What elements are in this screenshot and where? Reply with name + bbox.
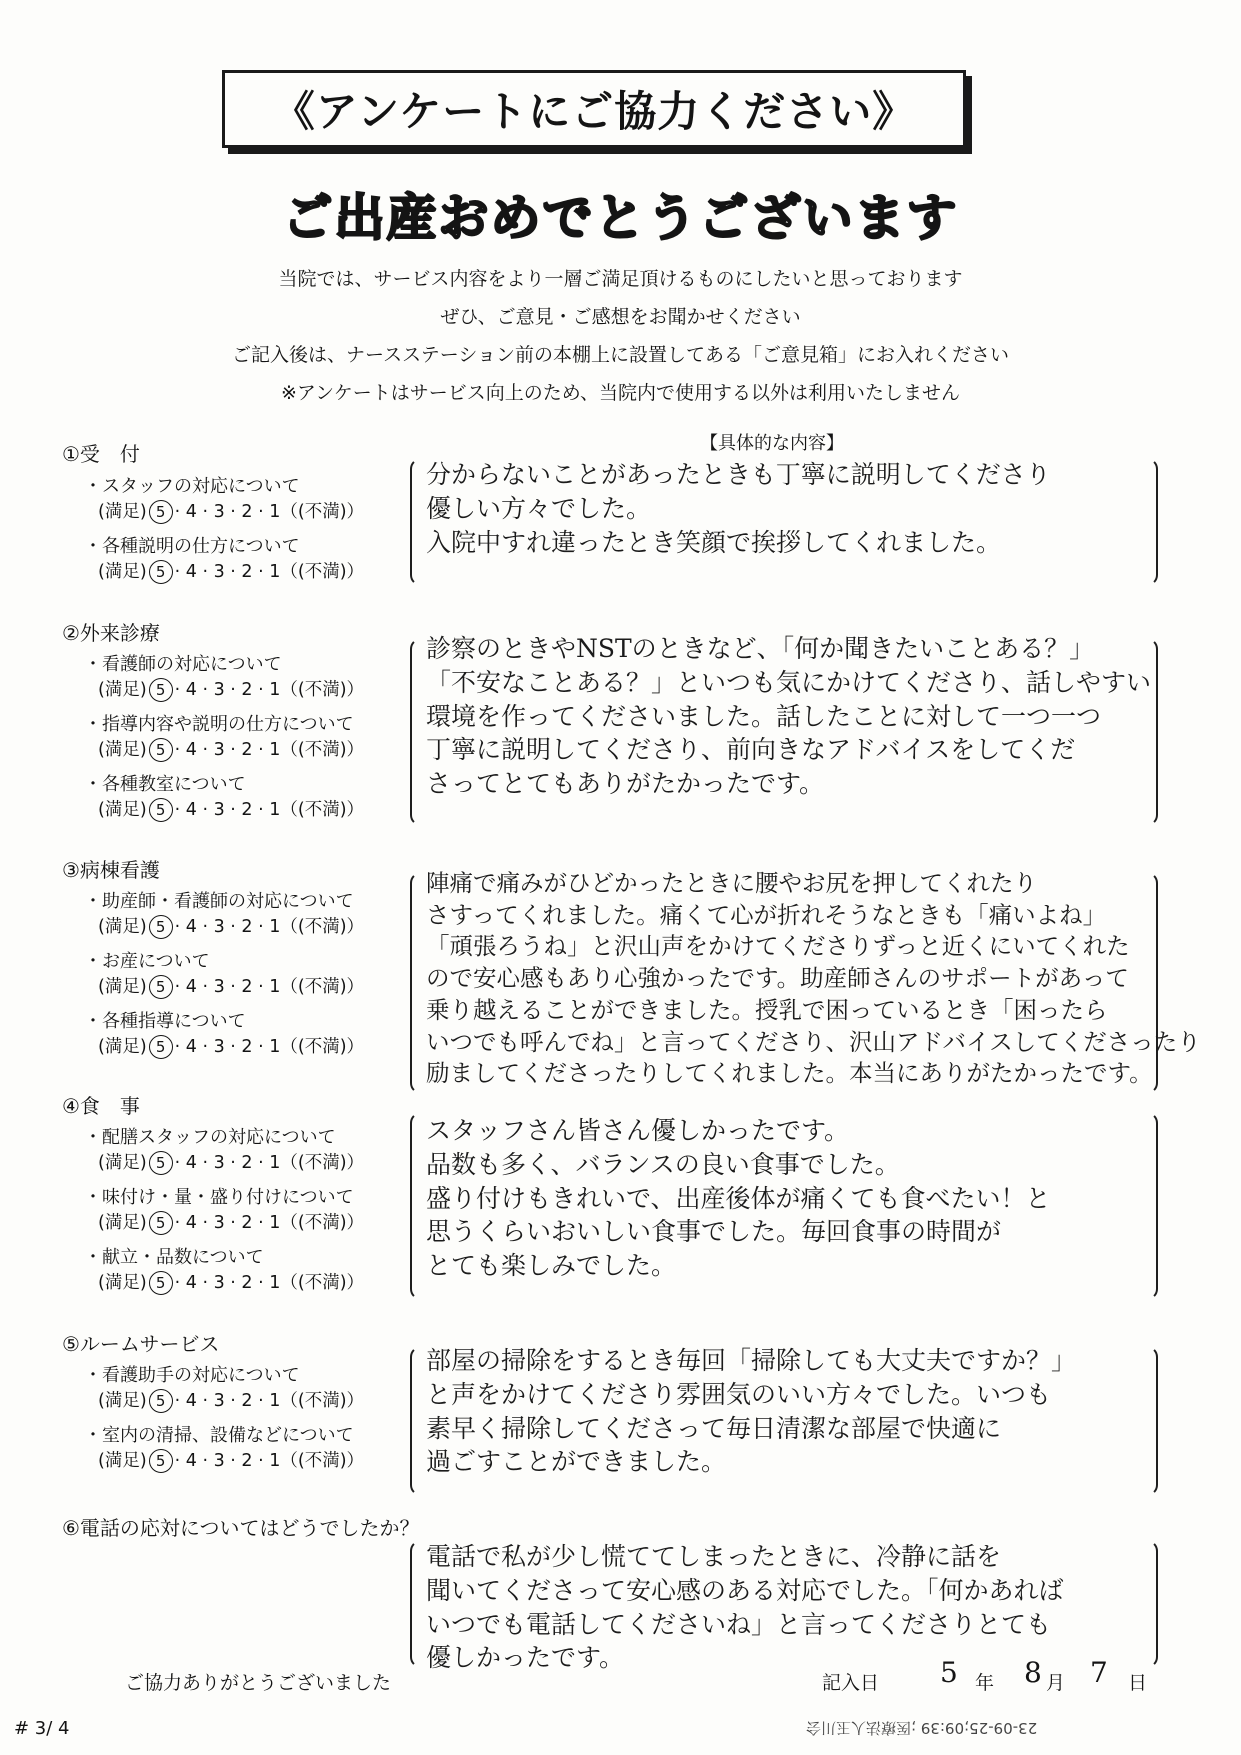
question-label: ・味付け・量・盛り付けについて (84, 1187, 354, 1208)
question-label: ・献立・品数について (84, 1247, 264, 1268)
rating-scale: (満足) 5 · 4 · 3 · 2 · 1（(不満)） (98, 1213, 365, 1233)
date-year: 5 (940, 1656, 958, 1689)
intro-line-2: ぜひ、ご意見・ご感想をお聞かせください (440, 306, 801, 328)
question-label: ・スタッフの対応について (84, 476, 300, 497)
question-label: ・看護師の対応について (84, 654, 282, 675)
selected-rating: 5 (149, 1271, 173, 1295)
selected-rating: 5 (149, 975, 173, 999)
page-number: # 3/ 4 (14, 1718, 70, 1739)
section-title-meals: ④食 事 (62, 1094, 140, 1118)
section-title-reception: ①受 付 (62, 442, 140, 466)
selected-rating: 5 (149, 738, 173, 762)
rating-scale: (満足) 5 · 4 · 3 · 2 · 1（(不満)） (98, 977, 365, 997)
intro-line-3: ご記入後は、ナースステーション前の本棚上に設置してある「ご意見箱」にお入れください (232, 344, 1009, 366)
section-title-telephone: ⑥電話の応対についてはどうでしたか？ (62, 1516, 420, 1540)
question-label: ・各種教室について (84, 774, 246, 795)
section-title-room-service: ⑤ルームサービス (62, 1332, 220, 1356)
rating-scale: (満足) 5 · 4 · 3 · 2 · 1（(不満)） (98, 1391, 365, 1411)
date-day: 7 (1090, 1656, 1108, 1689)
comment-bracket-right (1136, 1346, 1158, 1496)
comment-bracket-right (1136, 1540, 1158, 1668)
selected-rating: 5 (149, 1151, 173, 1175)
rating-scale: (満足) 5 · 4 · 3 · 2 · 1（(不満)） (98, 680, 365, 700)
question-label: ・各種説明の仕方について (84, 536, 300, 557)
selected-rating: 5 (149, 560, 173, 584)
section-title-ward-nursing: ③病棟看護 (62, 858, 160, 882)
comment-room-service: 部屋の掃除をするとき毎回「掃除しても大丈夫ですか？」 と声をかけてくださり雰囲気のいい方々でした。いつも 素早く掃除してくださって毎日清潔な部屋で快適に 過ごすことができました。 (426, 1346, 1077, 1477)
rating-scale: (満足) 5 · 4 · 3 · 2 · 1（(不満)） (98, 1273, 365, 1293)
question-label: ・配膳スタッフの対応について (84, 1127, 336, 1148)
selected-rating: 5 (149, 1035, 173, 1059)
comment-reception: 分からないことがあったときも丁寧に説明してくださり 優しい方々でした。 入院中すれ違ったとき笑顔で挨拶してくれました。 (426, 460, 1051, 557)
survey-title: 《アンケートにご協力ください》 (222, 70, 966, 148)
question-label: ・各種指導について (84, 1011, 246, 1032)
question-label: ・助産師・看護師の対応について (84, 891, 354, 912)
congratulations-heading: ご出産おめでとうございます (282, 188, 959, 247)
rating-scale: (満足) 5 · 4 · 3 · 2 · 1（(不満)） (98, 562, 365, 582)
date-year-unit: 年 (975, 1672, 995, 1694)
selected-rating: 5 (149, 1211, 173, 1235)
intro-line-1: 当院では、サービス内容をより一層ご満足頂けるものにしたいと思っております (278, 268, 963, 290)
question-label: ・指導内容や説明の仕方について (84, 714, 354, 735)
question-label: ・室内の清掃、設備などについて (84, 1425, 354, 1446)
date-label: 記入日 (822, 1672, 880, 1694)
comment-ward-nursing: 陣痛で痛みがひどかったときに腰やお尻を押してくれたり さすってくれました。痛くて心が折れそうなときも「痛いよね」 「頑張ろうね」と沢山声をかけてくださりずっと近くにいてくれた ので安心感もあり心強かったです。助産師さんのサポートがあって 乗り越えることができました。授乳で困っているとき「困ったら いつでも呼んでね」と言ってくださり、沢山アドバイスしてくださったり 励ましてくださったりしてくれました。本当にありがたかったです。 (426, 869, 1201, 1088)
date-month: 8 (1024, 1656, 1042, 1689)
comment-bracket-right (1136, 458, 1158, 586)
selected-rating: 5 (149, 1389, 173, 1413)
intro-line-4: ※アンケートはサービス向上のため、当院内で使用する以外は利用いたしません (280, 382, 961, 404)
selected-rating: 5 (149, 678, 173, 702)
comment-bracket-right (1136, 1112, 1158, 1300)
fax-header-stamp: 23-09-25;09:39 ;医療法人玉川会 (806, 1719, 1038, 1737)
selected-rating: 5 (149, 500, 173, 524)
thanks-message: ご協力ありがとうございました (125, 1672, 392, 1694)
selected-rating: 5 (149, 915, 173, 939)
section-title-outpatient: ②外来診療 (62, 621, 160, 645)
rating-scale: (満足) 5 · 4 · 3 · 2 · 1（(不満)） (98, 1451, 365, 1471)
rating-scale: (満足) 5 · 4 · 3 · 2 · 1（(不満)） (98, 740, 365, 760)
date-month-unit: 月 (1046, 1672, 1066, 1694)
rating-scale: (満足) 5 · 4 · 3 · 2 · 1（(不満)） (98, 917, 365, 937)
question-label: ・看護助手の対応について (84, 1365, 300, 1386)
selected-rating: 5 (149, 798, 173, 822)
comment-outpatient: 診察のときやNSTのときなど、「何か聞きたいことある？」 「不安なことある？」といつも気にかけてくださり、話しやすい 環境を作ってくださいました。話したことに対して一つ一つ 丁寧に説明してくださり、前向きなアドバイスをしてくだ さってとてもありがたかったです。 (426, 634, 1152, 798)
question-label: ・お産について (84, 951, 210, 972)
rating-scale: (満足) 5 · 4 · 3 · 2 · 1（(不満)） (98, 1037, 365, 1057)
comment-telephone: 電話で私が少し慌ててしまったときに、冷静に話を 聞いてくださって安心感のある対応でした。「何かあれば いつでも電話してくださいね」と言ってくださりとても 優しかったです。 (426, 1542, 1064, 1673)
rating-scale: (満足) 5 · 4 · 3 · 2 · 1（(不満)） (98, 800, 365, 820)
details-heading: 【具体的な内容】 (700, 433, 844, 454)
date-day-unit: 日 (1128, 1672, 1148, 1694)
rating-scale: (満足) 5 · 4 · 3 · 2 · 1（(不満)） (98, 1153, 365, 1173)
rating-scale: (満足) 5 · 4 · 3 · 2 · 1（(不満)） (98, 502, 365, 522)
comment-meals: スタッフさん皆さん優しかったです。 品数も多く、バランスの良い食事でした。 盛り付けもきれいで、出産後体が痛くても食べたい！と 思うくらいおいしい食事でした。毎回食事の時間が とても楽しみでした。 (426, 1116, 1051, 1280)
selected-rating: 5 (149, 1449, 173, 1473)
